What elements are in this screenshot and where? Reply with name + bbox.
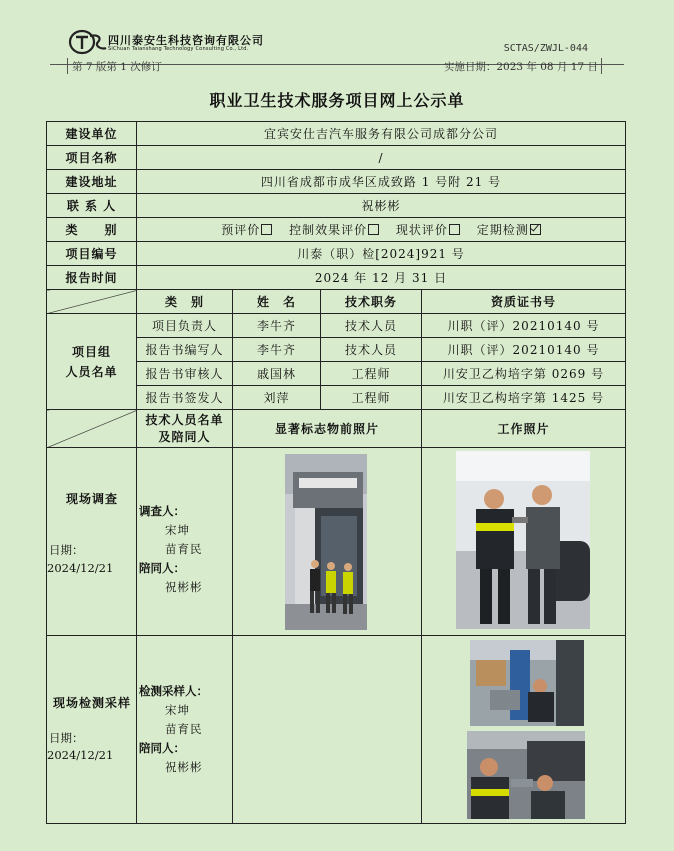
label-report-time: 报告时间	[47, 266, 137, 290]
document-code: SCTAS/ZWJL-044	[503, 43, 588, 54]
survey-people	[139, 502, 203, 597]
companion-name: 祝彬彬	[165, 580, 203, 594]
category-options	[137, 218, 626, 242]
staff-cert: 川职（评）20210140 号	[422, 338, 626, 362]
staff-name: 李牛齐	[233, 338, 321, 362]
staff-and-companion-header	[137, 410, 233, 448]
value-project-name: /	[137, 146, 626, 170]
staff-col-role: 类 别	[137, 290, 233, 314]
info-row-category	[47, 218, 626, 242]
category-option-pre-evaluation	[221, 223, 272, 237]
staff-role: 项目负责人	[137, 314, 233, 338]
work-photo-header: 工作照片	[422, 410, 626, 448]
info-row-unit	[47, 122, 626, 146]
staff-title: 技术人员	[321, 314, 422, 338]
checkbox-unchecked-icon	[261, 224, 272, 235]
sampling-date: 2024/12/21	[47, 748, 114, 762]
staff-cert: 川职（评）20210140 号	[422, 314, 626, 338]
sampling-people	[139, 682, 208, 777]
info-row-report-time	[47, 266, 626, 290]
staff-name: 刘萍	[233, 386, 321, 410]
survey-date-label: 日期：	[49, 543, 84, 557]
staff-role: 报告书审核人	[137, 362, 233, 386]
option-label: 预评价	[221, 223, 261, 237]
diagonal-header-cell	[47, 290, 137, 314]
survey-row	[47, 448, 626, 636]
header-rule-tick-left	[67, 58, 68, 74]
sampling-row	[47, 636, 626, 824]
company-name-en: SiChuan Taianshang Technology Consulting Co., Ltd.	[108, 46, 249, 52]
category-option-status-evaluation	[396, 223, 460, 237]
page-title: 职业卫生技术服务项目网上公示单	[209, 91, 465, 110]
edition-label: 第 7 版第 1 次修订	[72, 61, 162, 73]
label-project-name: 项目名称	[47, 146, 137, 170]
staff-group-label-line2: 人员名单	[65, 364, 118, 379]
survey-work-cell	[422, 448, 626, 636]
checkbox-unchecked-icon	[368, 224, 379, 235]
label-project-no: 项目编号	[47, 242, 137, 266]
survey-title: 现场调查	[65, 492, 118, 506]
staff-role: 报告书编写人	[137, 338, 233, 362]
info-row-address	[47, 170, 626, 194]
option-label: 定期检测	[476, 223, 529, 237]
survey-landmark-cell	[233, 448, 422, 636]
checkbox-checked-icon	[530, 224, 541, 235]
value-project-no: 川泰（职）检[2024]921 号	[137, 242, 626, 266]
sampling-people-cell	[137, 636, 233, 824]
investigator-name: 宋坤	[165, 523, 190, 537]
label-address: 建设地址	[47, 170, 137, 194]
sampling-work-photo-1	[470, 640, 584, 726]
category-option-periodic-detection	[477, 223, 541, 237]
staff-name: 李牛齐	[233, 314, 321, 338]
staff-header-line2: 及陪同人	[158, 429, 211, 444]
sampler-name: 宋坤	[165, 703, 190, 717]
diagonal-header-cell	[47, 410, 137, 448]
companion-name: 祝彬彬	[165, 760, 203, 774]
staff-group-label-line1: 项目组	[71, 344, 111, 359]
option-label: 控制效果评价	[289, 223, 368, 237]
survey-label-cell	[47, 448, 137, 636]
survey-work-photo	[456, 451, 590, 629]
staff-group-label	[47, 314, 137, 410]
sampling-title: 现场检测采样	[52, 696, 131, 710]
investigator-name: 苗育民	[165, 542, 203, 556]
label-unit: 建设单位	[47, 122, 137, 146]
staff-title: 工程师	[321, 362, 422, 386]
companion-label: 陪同人：	[139, 561, 185, 575]
staff-cert: 川安卫乙构培字第 0269 号	[422, 362, 626, 386]
info-row-project-name	[47, 146, 626, 170]
value-address: 四川省成都市成华区成致路 1 号附 21 号	[137, 170, 626, 194]
staff-header-line1: 技术人员名单	[145, 412, 224, 427]
sampling-work-cell	[422, 636, 626, 824]
value-unit: 宜宾安仕吉汽车服务有限公司成都分公司	[137, 122, 626, 146]
staff-cert: 川安卫乙构培字第 1425 号	[422, 386, 626, 410]
survey-date: 2024/12/21	[47, 561, 114, 575]
staff-name: 戚国林	[233, 362, 321, 386]
photo-header-row	[47, 410, 626, 448]
label-contact: 联 系 人	[47, 194, 137, 218]
company-logo	[68, 28, 108, 56]
sampler-name: 苗育民	[165, 722, 203, 736]
staff-col-cert: 资质证书号	[422, 290, 626, 314]
staff-title: 工程师	[321, 386, 422, 410]
staff-role: 报告书签发人	[137, 386, 233, 410]
sampling-landmark-cell	[233, 636, 422, 824]
info-row-project-no	[47, 242, 626, 266]
header-rule-tick-right	[601, 58, 602, 74]
company-name-cn: 四川泰安生科技咨询有限公司	[108, 34, 264, 47]
value-report-time: 2024 年 12 月 31 日	[137, 266, 626, 290]
staff-title: 技术人员	[321, 338, 422, 362]
landmark-photo-header: 显著标志物前照片	[233, 410, 422, 448]
category-option-control-effect	[289, 223, 379, 237]
companion-label: 陪同人：	[139, 741, 185, 755]
sampling-label-cell	[47, 636, 137, 824]
disclosure-table	[46, 121, 626, 824]
investigator-label: 调查人：	[139, 504, 185, 518]
option-label: 现状评价	[395, 223, 448, 237]
sampling-work-photo-2	[467, 731, 585, 819]
survey-people-cell	[137, 448, 233, 636]
value-contact: 祝彬彬	[137, 194, 626, 218]
checkbox-unchecked-icon	[449, 224, 460, 235]
info-row-contact	[47, 194, 626, 218]
label-category: 类 别	[47, 218, 137, 242]
staff-col-name: 姓 名	[233, 290, 321, 314]
landmark-photo	[285, 454, 367, 630]
staff-header-row	[47, 290, 626, 314]
sampler-label: 检测采样人：	[139, 684, 208, 698]
implementation-date: 实施日期：2023 年 08 月 17 日	[443, 61, 598, 73]
staff-row	[47, 314, 626, 338]
staff-col-title: 技术职务	[321, 290, 422, 314]
sampling-date-label: 日期：	[49, 731, 84, 745]
